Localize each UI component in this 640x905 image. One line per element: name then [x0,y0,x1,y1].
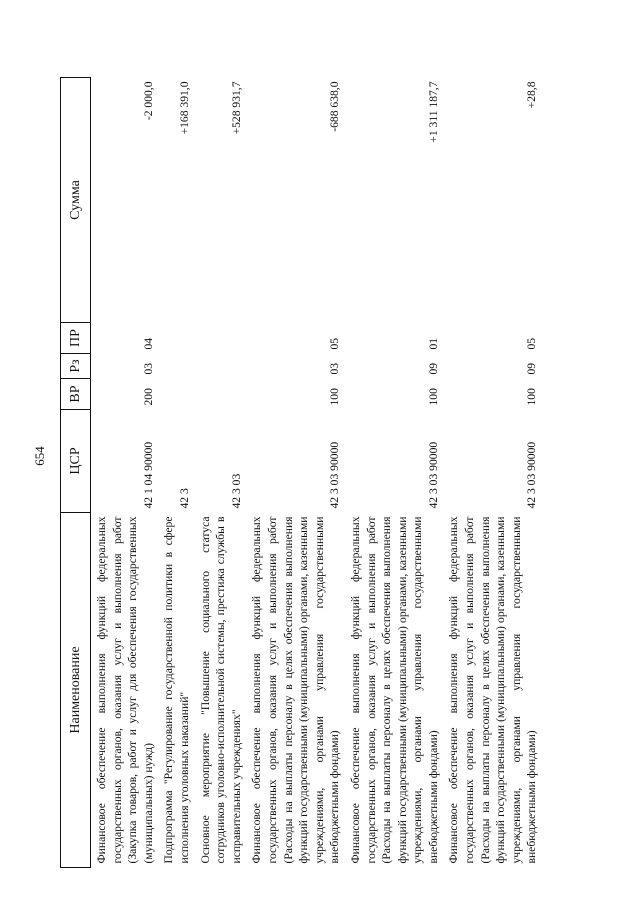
row-vr: 200 [141,388,155,406]
header-csr: ЦСР [61,410,91,513]
row-pr: 04 [141,337,155,350]
row-rz [195,354,247,379]
row-vr: 100 [525,388,539,406]
row-vr: 100 [328,388,342,406]
rotated-table-container [60,78,560,868]
row-vr [158,379,194,410]
row-sum: -2 000,0 [141,81,155,121]
table-row [345,78,444,868]
table-header-row [61,78,91,868]
row-rz [158,354,194,379]
header-name: Наименование [61,513,91,868]
row-name: Подпрограмма "Регулирование государственной политики в сфере исполнения уголовных наказаний" [162,516,191,864]
row-pr: 05 [525,337,539,350]
row-vr: 100 [426,388,440,406]
row-pr: 05 [328,337,342,350]
row-csr: 42 3 03 90000 [328,441,342,509]
row-pr: 01 [426,337,440,350]
row-csr: 42 3 03 90000 [426,441,440,509]
row-name: Финансовое обеспечение выполнения функций федеральных государственных органов, оказания услуг и выполнения работ (Расходы на выплаты персоналу в целях обеспечения выполнения функций государственными (муниципальными) органами, казенными учреждениями, органами управления государственными внебюджетными фондами) [348,516,440,864]
row-name: Основное мероприятие "Повышение социального статуса сотрудников уголовно-исполнительной системы, престижа службы в исправительных учреждениях" [198,516,243,864]
table-row [91,78,159,868]
row-name: Финансовое обеспечение выполнения функций федеральных государственных органов, оказания услуг и выполнения работ (Расходы на выплаты персоналу в целях обеспечения выполнения функций государственными (муниципальными) органами, казенными учреждениями, органами управления государственными внебюджетными фондами) [250,516,342,864]
row-rz: 03 [328,362,342,375]
row-sum: +28,8 [525,81,539,109]
table-row [195,78,247,868]
row-csr: 42 1 04 90000 [141,441,155,509]
row-sum: +1 311 187,7 [426,81,440,143]
header-pr: ПР [61,323,91,354]
row-csr: 42 3 03 90000 [525,441,539,509]
row-sum: -688 638,0 [328,81,342,132]
header-rz: Рз [61,354,91,379]
row-vr [195,379,247,410]
page-number: 654 [32,446,47,466]
row-sum: +528 931,7 [229,81,243,135]
budget-table [60,77,542,868]
row-rz: 09 [426,362,440,375]
row-name: Финансовое обеспечение выполнения функций федеральных государственных органов, оказания услуг и выполнения работ (Расходы на выплаты персоналу в целях обеспечения выполнения функций государственными (муниципальными) органами, казенными учреждениями, органами управления государственными внебюджетными фондами) [447,516,539,864]
header-sum: Сумма [61,78,91,323]
row-csr: 42 3 [177,488,191,509]
row-pr [195,323,247,354]
row-name: Финансовое обеспечение выполнения функций федеральных государственных органов, оказания услуг и выполнения работ (Закупка товаров, работ и услуг для обеспечения государственных (муниципальных) нужд) [95,516,155,864]
table-row [246,78,345,868]
table-row [158,78,194,868]
row-rz: 09 [525,362,539,375]
row-pr [158,323,194,354]
row-csr: 42 3 03 [229,473,243,509]
row-sum: +168 391,0 [177,81,191,135]
header-vr: ВР [61,379,91,410]
row-rz: 03 [141,362,155,375]
table-row [443,78,542,868]
